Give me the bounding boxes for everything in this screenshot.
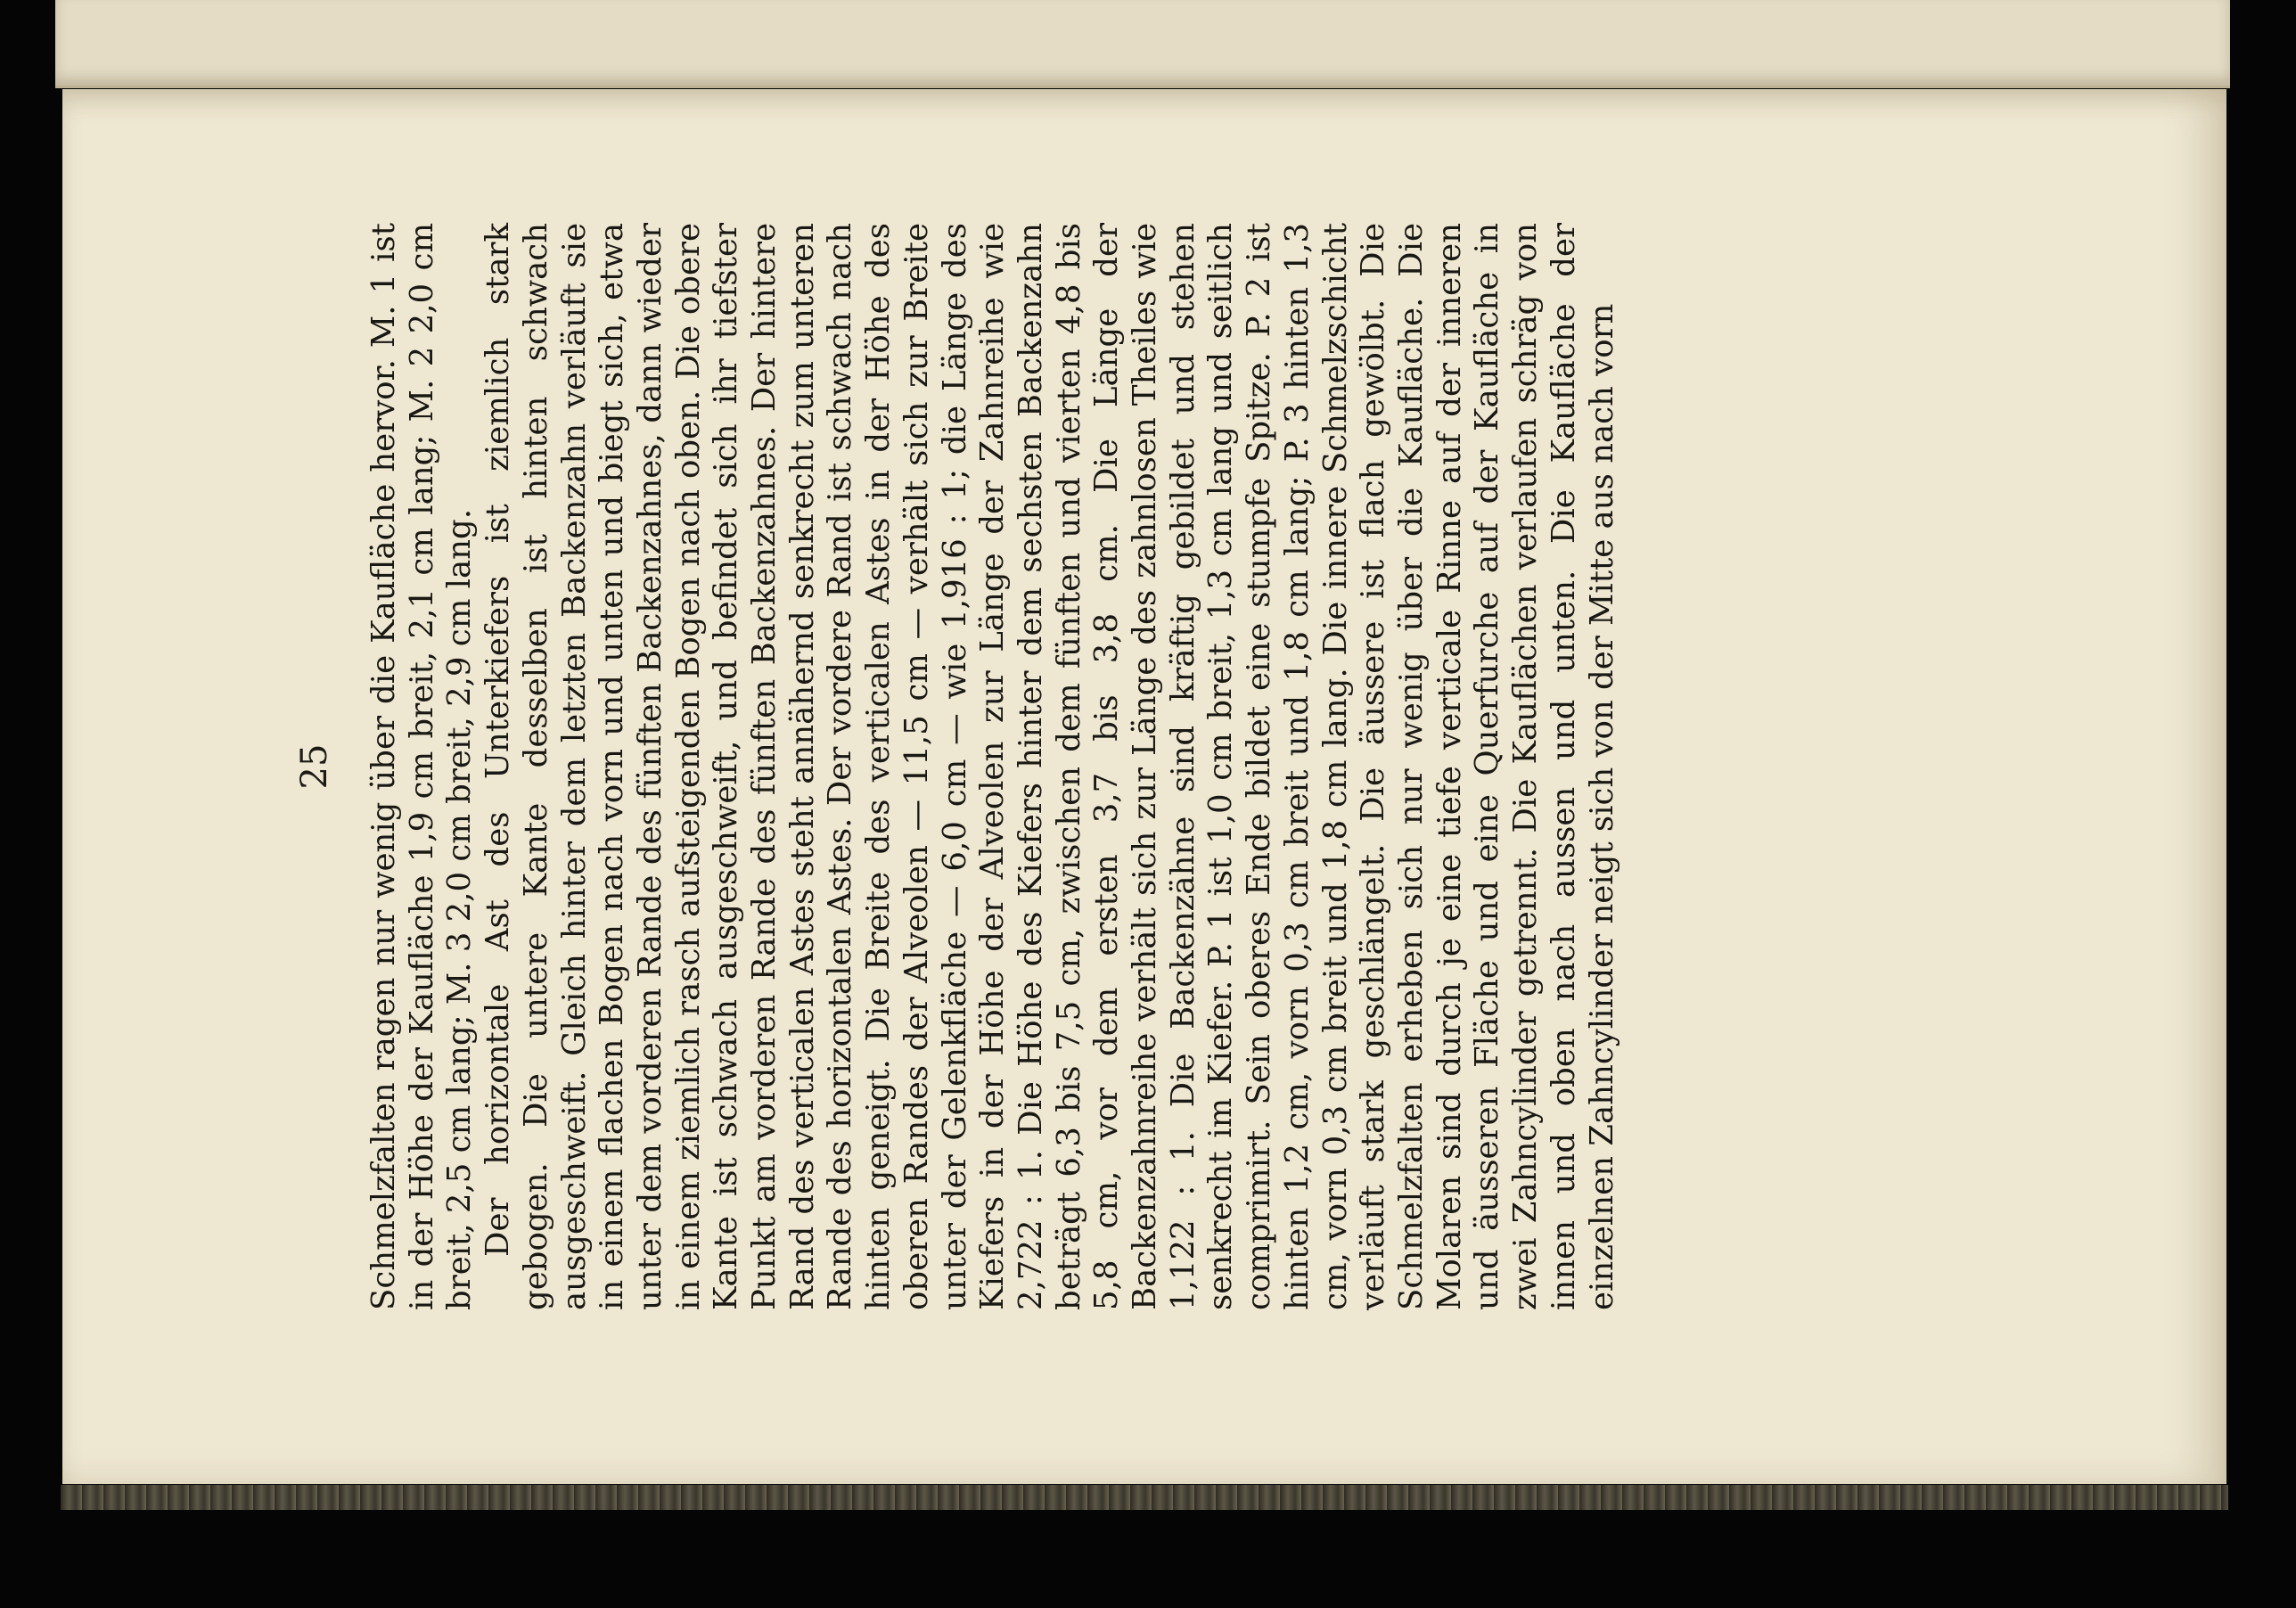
- facing-page-edge: [55, 0, 2230, 88]
- book-spine: [61, 1485, 2228, 1510]
- rotated-text-block: [294, 223, 2005, 1310]
- page-number: 25: [294, 743, 335, 790]
- paragraph-2: Der horizontale Ast des Unterkiefers ist ziemlich stark gebogen. Die untere Kante desselben ist hinten schwach ausgeschweift. Gleich hinter dem letzten Backenzahn verläuft sie in einem flachen Bogen nach vorn und unten und biegt sich, etwa unter dem vorderen Rande des fünften Backenzahnes, dann wieder in einem ziemlich rasch aufsteigenden Bogen nach oben. Die obere Kante ist schwach ausgeschweift, und befindet sich ihr tiefster Punkt am vorderen Rande des fünften Backenzahnes. Der hintere Rand des verticalen Astes steht annähernd senkrecht zum unteren Rande des horizontalen Astes. Der vordere Rand ist schwach nach hinten geneigt. Die Breite des verticalen Astes in der Höhe des oberen Randes der Alveolen — 11,5 cm — verhält sich zur Breite unter der Gelenkfläche — 6,0 cm — wie 1,916 : 1; die Länge des Kiefers in der Höhe der Alveolen zur Länge der Zahnreihe wie 2,722 : 1. Die Höhe des Kiefers hinter dem sechsten Backenzahn beträgt 6,3 bis 7,5 cm, zwischen dem fünften und vierten 4,8 bis 5,8 cm, vor dem ersten 3,7 bis 3,8 cm. Die Länge der Backenzahnreihe verhält sich zur Länge des zahnlosen Theiles wie 1,122 : 1. Die Backenzähne sind kräftig gebildet und stehen senkrecht im Kiefer. P. 1 ist 1,0 cm breit, 1,3 cm lang und seitlich comprimirt. Sein oberes Ende bildet eine stumpfe Spitze. P. 2 ist hinten 1,2 cm, vorn 0,3 cm breit und 1,8 cm lang; P. 3 hinten 1,3 cm, vorn 0,3 cm breit und 1,8 cm lang. Die innere Schmelzschicht verläuft stark geschlängelt. Die äussere ist flach gewölbt. Die Schmelzfalten erheben sich nur wenig über die Kaufläche. Die Molaren sind durch je eine tiefe verticale Rinne auf der inneren und äusseren Fläche und eine Querfurche auf der Kaufläche in zwei Zahncylinder getrennt. Die Kauflächen verlaufen schräg von innen und oben nach aussen und unten. Die Kaufläche der einzelnen Zahncylinder neigt sich von der Mitte aus nach vorn: [480, 223, 1620, 1310]
- body-text: [365, 223, 1621, 1310]
- paragraph-1: Schmelzfalten ragen nur wenig über die Kaufläche hervor. M. 1 ist in der Höhe der Kaufläche 1,9 cm breit, 2,1 cm lang; M. 2 2,0 cm breit, 2,5 cm lang; M. 3 2,0 cm breit, 2,9 cm lang.: [365, 223, 479, 1310]
